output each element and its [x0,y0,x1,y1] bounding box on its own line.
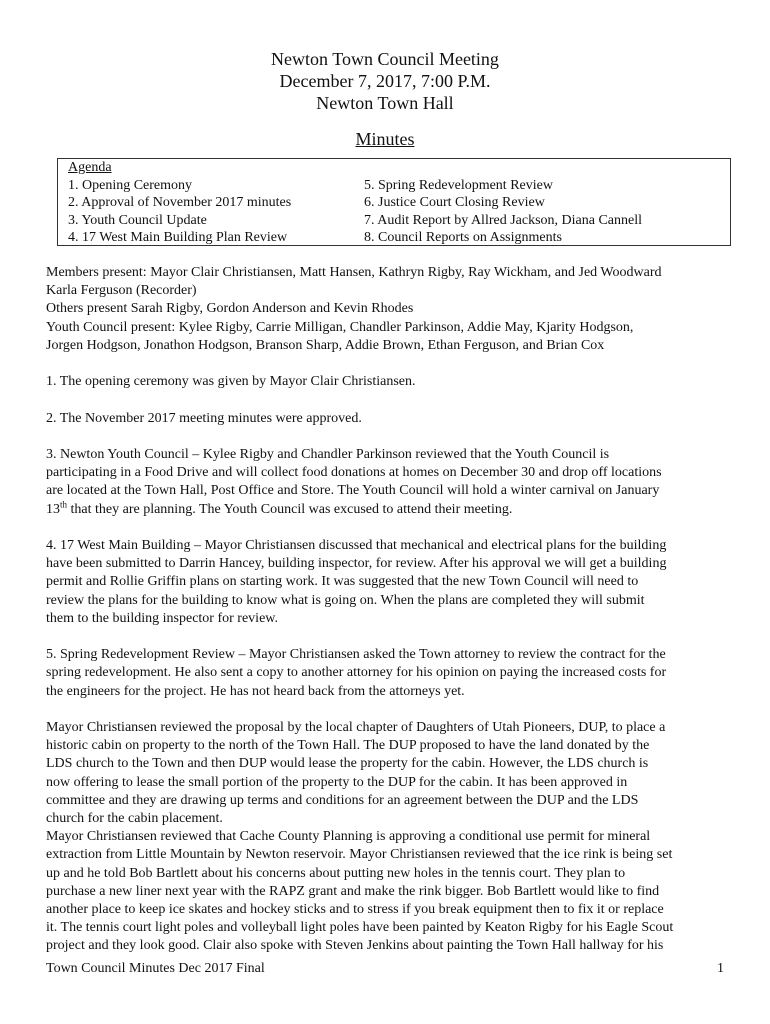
meeting-title: Newton Town Council Meeting [271,49,499,69]
item-5-paragraph: 5. Spring Redevelopment Review – Mayor Christiansen asked the Town attorney to review the contract for the spring redevelopment. He also sent a copy to another attorney for his opinion on paying the increased costs for the engineers for the project. He has not heard back from the attorneys yet. [46,647,667,699]
item-3-text-a: 3. Newton Youth Council – Kylee Rigby and Chandler Parkinson reviewed that the Youth Council is participating in a Food Drive and will collect food donations at homes on December 30 and drop off locations are located at the Town Hall, Post Office and Store. The Youth Council will hold a winter carnival on January 13 [46,446,662,517]
agenda-right-column [364,177,642,247]
agenda-item: 2. Approval of November 2017 minutes [68,195,292,210]
item-3-text-b: that they are planning. The Youth Council was excused to attend their meeting. [67,501,513,517]
page-number: 1 [717,961,724,976]
agenda-left-column [68,177,291,247]
agenda-title: Agenda [68,160,112,175]
agenda-item: 3. Youth Council Update [68,212,207,228]
footer-document-title: Town Council Minutes Dec 2017 Final [46,961,265,976]
document-header [0,48,770,150]
dup-cabin-paragraph: Mayor Christiansen reviewed the proposal by the local chapter of Daughters of Utah Pioneers, DUP, to place a historic cabin on property to the north of the Town Hall. The DUP proposed to have the land donated by the LDS church to the Town and then DUP would lease the property for the cabin. However, the LDS church is now offering to lease the small portion of the property to the DUP for the cabin. It has been approved in committee and they are drawing up terms and conditions for an agreement between the DUP and the LDS church for the cabin placement. [46,719,666,826]
minutes-heading: Minutes [355,129,415,149]
agenda-item: 8. Council Reports on Assignments [364,230,562,245]
ordinal-suffix: th [60,498,68,509]
item-2-paragraph: 2. The November 2017 meeting minutes were approved. [46,410,362,426]
agenda-item: 4. 17 West Main Building Plan Review [68,230,288,245]
agenda-item: 5. Spring Redevelopment Review [364,177,553,193]
agenda-box [57,158,731,246]
attendance-paragraph: Members present: Mayor Clair Christiansen, Matt Hansen, Kathryn Rigby, Ray Wickham, and Jed Woodward Karla Ferguson (Recorder) Others present Sarah Rigby, Gordon Anderson and Kevin Rhodes Youth Council present: Kylee Rigby, Carrie Milligan, Chandler Parkinson, Addie May, Kjarity Hodgson, Jorgen Hodgson, Jonathon Hodgson, Branson Sharp, Addie Brown, Ethan Ferguson, and Brian Cox [46,265,662,353]
meeting-date: December 7, 2017, 7:00 P.M. [279,71,491,91]
minutes-body [46,264,736,956]
item-4-paragraph: 4. 17 West Main Building – Mayor Christiansen discussed that mechanical and electrical plans for the building have been submitted to Darrin Hancey, building inspector, for review. After his approval we will get a building permit and Rollie Griffin plans on starting work. It was suggested that the new Town Council will need to review the plans for the building to know what is going on. When the plans are completed they will submit them to the building inspector for review. [46,537,667,626]
agenda-item: 7. Audit Report by Allred Jackson, Diana Cannell [364,212,643,228]
cache-county-paragraph: Mayor Christiansen reviewed that Cache County Planning is approving a conditional use permit for mineral extraction from Little Mountain by Newton reservoir. Mayor Christiansen reviewed that the ice rink is being set up and he told Bob Bartlett about his concerns about putting new holes in the tennis court. They plan to purchase a new liner next year with the RAPZ grant and make the rink bigger. Bob Bartlett would like to find another place to keep ice skates and hockey sticks and to stress if you break equipment then to fix it or replace it. The tennis court light poles and volleyball light poles have been painted by Keaton Rigby for his Eagle Scout project and they look good. Clair also spoke with Steven Jenkins about painting the Town Hall hallway for his [46,829,674,954]
agenda-item: 1. Opening Ceremony [68,177,193,193]
item-3-paragraph [46,446,736,519]
item-1-paragraph: 1. The opening ceremony was given by Mayor Clair Christiansen. [46,374,416,390]
agenda-item: 6. Justice Court Closing Review [364,195,545,210]
meeting-location: Newton Town Hall [316,93,454,113]
